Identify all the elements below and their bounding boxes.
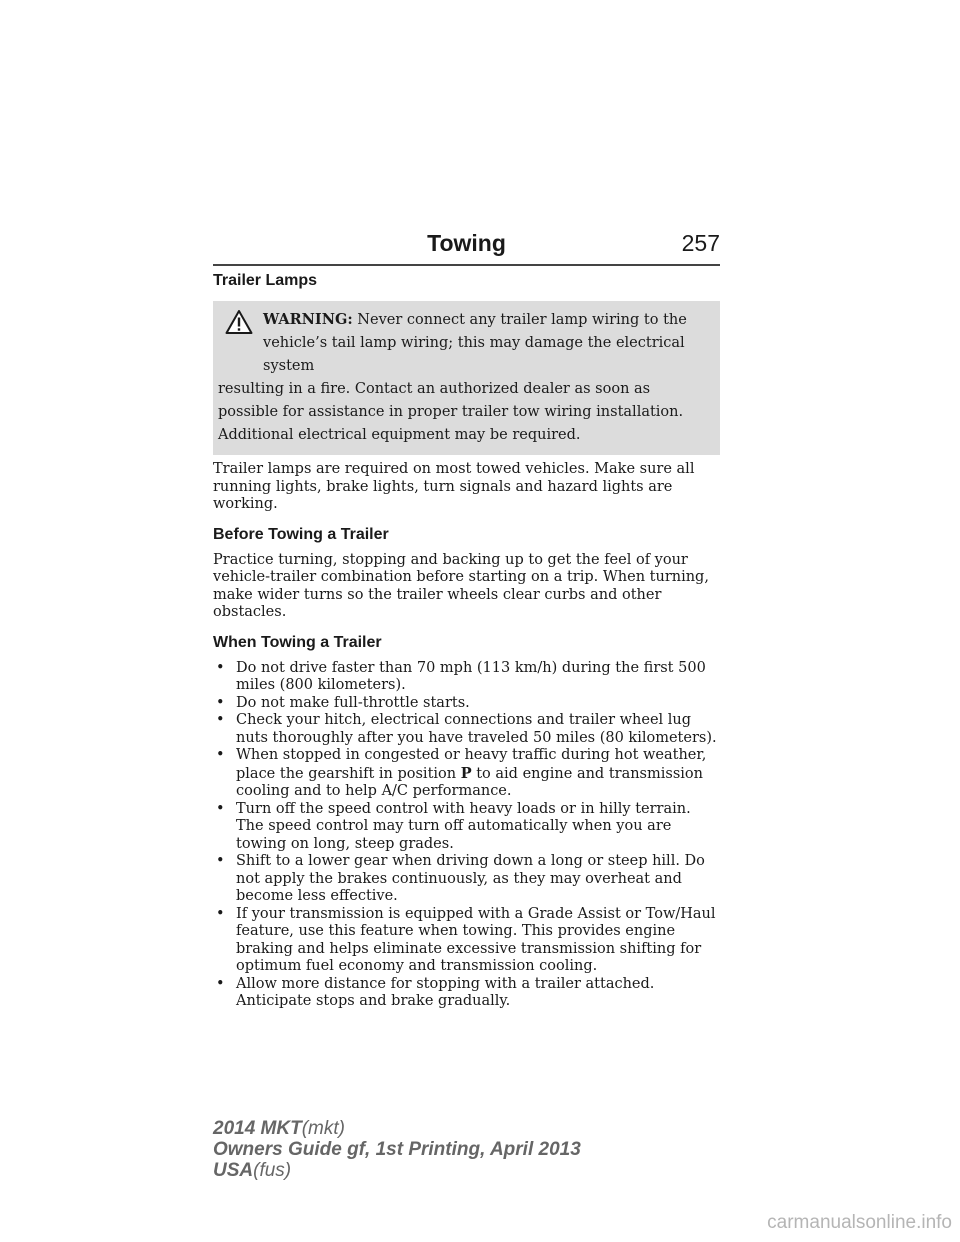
list-item	[213, 976, 720, 1011]
list-item-text: Turn off the speed control with heavy loads or in hilly terrain. The speed control may turn off automatically when you are towing on long, steep grades.	[236, 800, 691, 852]
trailer-lamps-paragraph: Trailer lamps are required on most towed vehicles. Make sure all running lights, brake lights, turn signals and hazard lights are working.	[213, 461, 695, 512]
list-item	[213, 695, 720, 713]
footer-line-model	[213, 1118, 581, 1139]
heading-before-towing: Before Towing a Trailer	[213, 525, 389, 543]
bullet: •	[216, 747, 225, 763]
bullet: •	[216, 853, 225, 869]
towing-tips-list	[213, 660, 720, 1011]
list-item-text: Do not drive faster than 70 mph (113 km/h) during the first 500 miles (800 kilometers).	[236, 659, 706, 693]
footer-line-market	[213, 1160, 581, 1181]
page-header	[213, 230, 720, 266]
footer-market: USA	[213, 1160, 254, 1181]
bullet: •	[216, 659, 225, 676]
list-item	[213, 801, 720, 854]
list-item-text: Do not make full-throttle starts.	[236, 694, 470, 711]
heading-when-towing: When Towing a Trailer	[213, 633, 382, 651]
list-item-text: Shift to a lower gear when driving down a long or steep hill. Do not apply the brakes continuously, as they may overheat and become less effective.	[236, 853, 705, 904]
warning-text-line2: vehicle’s tail lamp wiring; this may damage the electrical system	[263, 335, 685, 374]
footer-market-code: (fus)	[253, 1160, 292, 1181]
list-item	[213, 906, 720, 976]
page-footer	[213, 1118, 581, 1181]
bullet: •	[216, 712, 225, 728]
footer-guide: Owners Guide gf, 1st Printing, April 2013	[213, 1139, 581, 1160]
warning-first-line	[218, 308, 706, 332]
list-item	[213, 712, 720, 747]
page-number: 257	[681, 230, 720, 256]
bullet: •	[216, 975, 225, 992]
bullet: •	[216, 694, 225, 711]
warning-text-rest: resulting in a fire. Contact an authorized dealer as soon as possible for assistance in proper trailer tow wiring installation. Additional electrical equipment may be required.	[218, 381, 684, 443]
watermark: carmanualsonline.info	[767, 1212, 952, 1233]
warning-label: WARNING:	[263, 311, 353, 328]
section-title: Towing	[427, 230, 506, 256]
bullet: •	[216, 905, 225, 922]
warning-triangle-icon	[225, 309, 253, 335]
list-item-text: If your transmission is equipped with a Grade Assist or Tow/Haul feature, use this feature when towing. This provides engine braking and helps eliminate excessive transmission shifting for optimum fuel economy and transmission cooling.	[236, 905, 716, 974]
list-item	[213, 660, 720, 695]
page-content	[213, 270, 720, 1011]
park-position-label: P	[460, 764, 472, 782]
warning-text-line1: Never connect any trailer lamp wiring to the	[357, 312, 687, 328]
list-item-text: Check your hitch, electrical connections and trailer wheel lug nuts thoroughly after you have traveled 50 miles (80 kilometers).	[236, 712, 717, 746]
list-item-text: When stopped in congested or heavy traffic during hot weather, place the gearshift in position	[236, 747, 707, 782]
list-item-text: Allow more distance for stopping with a trailer attached. Anticipate stops and brake gradually.	[236, 975, 655, 1009]
list-item	[213, 747, 720, 801]
before-towing-paragraph: Practice turning, stopping and backing up to get the feel of your vehicle-trailer combination before starting on a trip. When turning, make wider turns so the trailer wheels clear curbs and other obstacles.	[213, 551, 709, 620]
footer-model-code: (mkt)	[301, 1118, 345, 1139]
list-item-text: to aid engine and transmission cooling and to help A/C performance.	[236, 765, 703, 799]
list-item	[213, 853, 720, 906]
warning-box	[213, 301, 720, 455]
footer-model: 2014 MKT	[213, 1118, 302, 1139]
bullet: •	[216, 800, 225, 817]
heading-trailer-lamps: Trailer Lamps	[213, 272, 318, 289]
